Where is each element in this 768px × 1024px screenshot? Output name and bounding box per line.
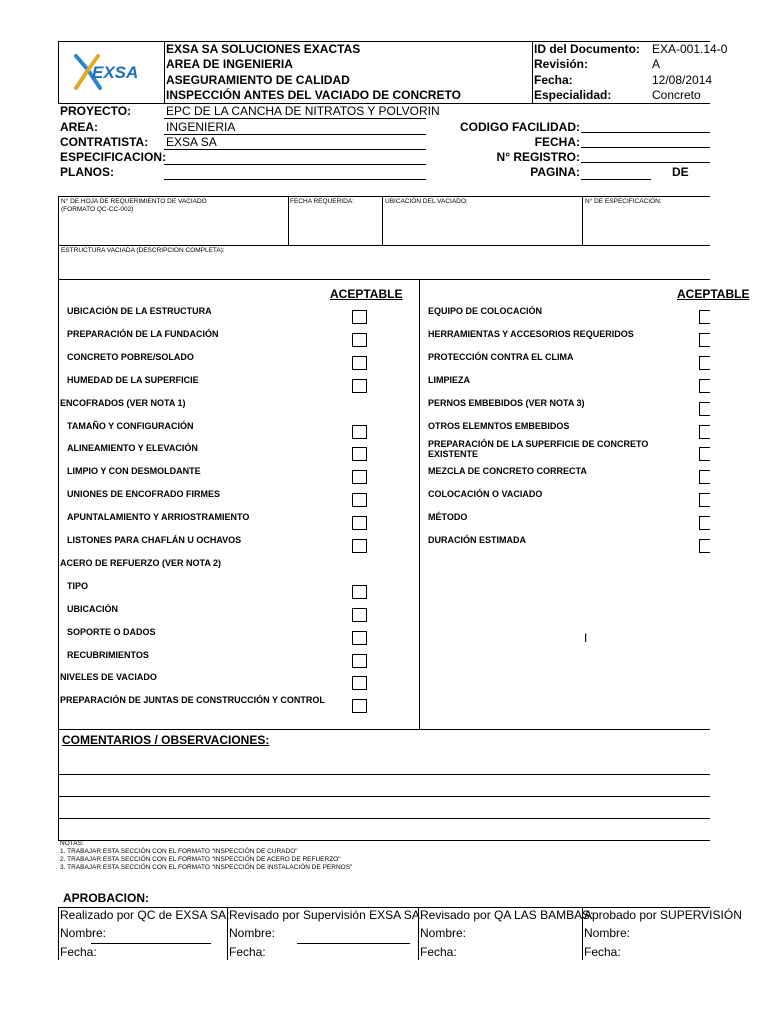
approval-fecha-supervision: Fecha: [229,945,266,959]
acceptable-header-left: ACEPTABLE [330,287,403,301]
approval-role-qa: Revisado por QA LAS BAMBAS: [420,908,594,922]
checklist-item-label: NIVELES DE VACIADO [60,672,157,682]
checklist-item-label: COLOCACIÓN O VACIADO [428,489,543,499]
approval-role-aprobado: Aprobado por SUPERVISIÓN [584,908,742,922]
checklist-item-label: LISTONES PARA CHAFLÁN U OCHAVOS [67,535,242,545]
revision-label: Revisión: [534,57,589,71]
fecha-label: FECHA: [534,135,580,149]
approval-role-supervision: Revisado por Supervisión EXSA SA: [229,908,424,922]
hoja-requerimiento-label: N° DE HOJA DE REQUERIMIENTO DE VACIADO (FORMATO QC-CC-002) [61,198,207,213]
approval-title: APROBACION: [63,891,149,905]
checklist-item-label: PROTECCIÓN CONTRA EL CLIMA [428,352,574,362]
acceptable-checkbox[interactable] [699,333,710,347]
checklist-item-label: PREPARACIÓN DE JUNTAS DE CONSTRUCCIÓN Y CONTROL [60,695,325,705]
acceptable-checkbox[interactable] [352,539,367,553]
specialty-label: Especialidad: [534,88,612,102]
document-title: INSPECCIÓN ANTES DEL VACIADO DE CONCRETO [166,88,461,102]
note-line: 3. TRABAJAR ESTA SECCIÓN CON EL FORMATO "INSPECCIÓN DE INSTALACIÓN DE PERNOS" [60,864,353,871]
acceptable-checkbox[interactable] [699,447,710,461]
registro-label: N° REGISTRO: [496,150,580,164]
planos-label: PLANOS: [60,165,114,179]
doc-id-value: EXA-001.14-0 [652,42,728,56]
checklist-item-label: CONCRETO POBRE/SOLADO [67,352,194,362]
comments-label: COMENTARIOS / OBSERVACIONES: [62,733,270,747]
approval-nombre-qa: Nombre: [420,926,467,940]
acceptable-checkbox[interactable] [352,676,367,690]
acceptable-checkbox[interactable] [352,654,367,668]
checklist-item-label: ACERO DE REFUERZO (VER NOTA 2) [60,558,222,568]
checklist-item-label: TIPO [67,581,89,591]
exsa-logo [70,50,160,95]
acceptable-checkbox[interactable] [352,631,367,645]
ubicacion-vaciado-label: UBICACIÓN DEL VACIADO: [385,198,468,205]
cursor-mark: I [584,631,588,645]
codigo-facilidad-label: CODIGO FACILIDAD: [460,120,580,134]
acceptable-checkbox[interactable] [352,608,367,622]
fecha-requerida-label: FECHA REQUERIDA: [290,198,354,205]
doc-id-label: ID del Documento: [534,42,641,56]
approval-fecha-qc: Fecha: [60,945,97,959]
checklist-item-label: RECUBRIMIENTOS [67,650,149,660]
acceptable-header-right: ACEPTABLE [677,287,750,301]
checklist-item-label: APUNTALAMIENTO Y ARRIOSTRAMIENTO [67,512,250,522]
checklist-item-label: MÉTODO [428,512,468,522]
checklist-item-label: MEZCLA DE CONCRETO CORRECTA [428,466,587,476]
contratista-label: CONTRATISTA: [60,135,149,149]
approval-fecha-qa: Fecha: [420,945,457,959]
acceptable-checkbox[interactable] [352,310,367,324]
area-label: AREA: [60,120,98,134]
approval-nombre-aprobado: Nombre: [584,926,631,940]
acceptable-checkbox[interactable] [699,539,710,553]
department: ASEGURAMIENTO DE CALIDAD [166,73,350,87]
checklist-item-label: UBICACIÓN DE LA ESTRUCTURA [67,306,212,316]
date-value: 12/08/2014 [652,73,713,87]
acceptable-checkbox[interactable] [352,379,367,393]
acceptable-checkbox[interactable] [699,425,710,439]
acceptable-checkbox[interactable] [352,470,367,484]
estructura-vaciada-label: ESTRUCTURA VACIADA (DESCRIPCION COMPLETA): [61,247,225,254]
revision-value: A [652,57,661,71]
contratista-value: EXSA SA [166,135,217,149]
acceptable-checkbox[interactable] [699,493,710,507]
acceptable-checkbox[interactable] [699,310,710,324]
acceptable-checkbox[interactable] [699,379,710,393]
notes-title: NOTAS: [60,840,84,847]
acceptable-checkbox[interactable] [352,447,367,461]
checklist-item-label: HUMEDAD DE LA SUPERFICIE [67,375,199,385]
checklist-item-label: UBICACIÓN [67,604,118,614]
checklist-item-label: PREPARACIÓN DE LA SUPERFICIE DE CONCRETO EXISTENTE [428,439,649,459]
note-line: 1. TRABAJAR ESTA SECCIÓN CON EL FORMATO "INSPECCIÓN DE CURADO" [60,848,298,855]
approval-nombre-qc: Nombre: [60,926,107,940]
checklist-item-label: UNIONES DE ENCOFRADO FIRMES [67,489,221,499]
specialty-value: Concreto [652,88,701,102]
acceptable-checkbox[interactable] [352,516,367,530]
proyecto-label: PROYECTO: [60,104,132,118]
note-line: 2. TRABAJAR ESTA SECCIÓN CON EL FORMATO "INSPECCIÓN DE ACERO DE REFUERZO" [60,856,341,863]
checklist-item-label: EQUIPO DE COLOCACIÓN [428,306,543,316]
date-label: Fecha: [534,73,573,87]
checklist-item-label: ALINEAMIENTO Y ELEVACIÓN [67,443,198,453]
approval-role-qc: Realizado por QC de EXSA SA: [60,908,230,922]
checklist-item-label: DURACIÓN ESTIMADA [428,535,526,545]
logo-text: EXSA [92,63,139,82]
acceptable-checkbox[interactable] [699,402,710,416]
acceptable-checkbox[interactable] [352,333,367,347]
approval-fecha-aprobado: Fecha: [584,945,621,959]
acceptable-checkbox[interactable] [699,516,710,530]
approval-nombre-supervision: Nombre: [229,926,276,940]
checklist-item-label: LIMPIO Y CON DESMOLDANTE [67,466,201,476]
especificacion-numero-label: N° DE ESPECIFICACIÓN: [585,198,662,205]
area-name: AREA DE INGENIERIA [166,57,293,71]
acceptable-checkbox[interactable] [699,356,710,370]
acceptable-checkbox[interactable] [352,585,367,599]
area-value: INGENIERIA [166,120,236,134]
acceptable-checkbox[interactable] [699,470,710,484]
company-name: EXSA SA SOLUCIONES EXACTAS [166,42,361,56]
de-label: DE [672,165,689,179]
checklist-item-label: PREPARACIÓN DE LA FUNDACIÓN [67,329,219,339]
pagina-label: PAGINA: [530,165,580,179]
notes-section [60,840,352,872]
checklist-item-label: TAMAÑO Y CONFIGURACIÓN [67,421,194,431]
proyecto-value: EPC DE LA CANCHA DE NITRATOS Y POLVORIN [166,104,440,118]
acceptable-checkbox[interactable] [352,493,367,507]
checklist-item-label: OTROS ELEMNTOS EMBEBIDOS [428,421,570,431]
checklist-item-label: ENCOFRADOS (VER NOTA 1) [60,398,186,408]
checklist-item-label: SOPORTE O DADOS [67,627,156,637]
checklist-item-label: HERRAMIENTAS Y ACCESORIOS REQUERIDOS [428,329,634,339]
acceptable-checkbox[interactable] [352,425,367,439]
acceptable-checkbox[interactable] [352,699,367,713]
checklist-item-label: LIMPIEZA [428,375,470,385]
acceptable-checkbox[interactable] [352,356,367,370]
especificacion-label: ESPECIFICACION: [60,150,167,164]
checklist-item-label: PERNOS EMBEBIDOS (VER NOTA 3) [428,398,585,408]
